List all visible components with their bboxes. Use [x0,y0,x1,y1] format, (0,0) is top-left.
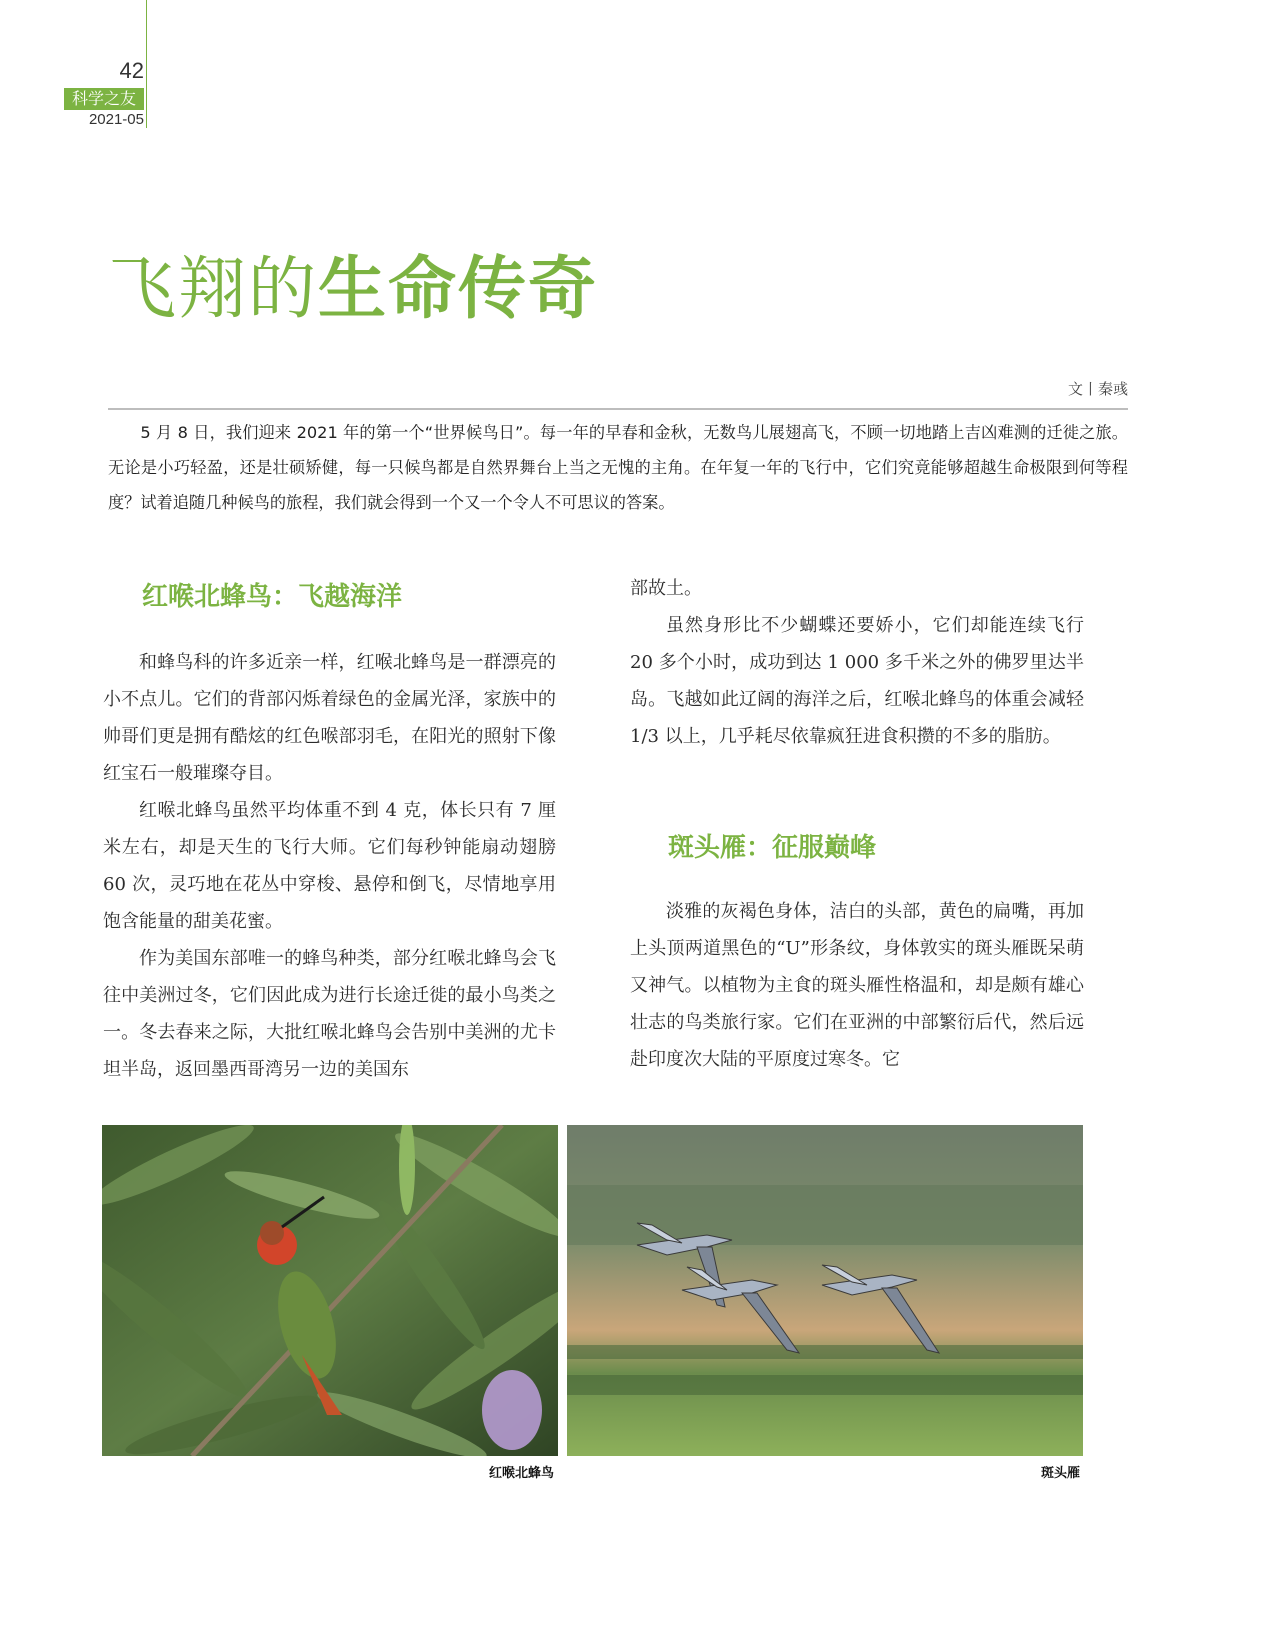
article-title [108,250,598,330]
issue-date: 2021-05 [88,111,144,128]
header-divider-line [146,0,147,128]
goose-photo [567,1125,1083,1456]
right-column-top [630,570,1084,755]
intro-text: 5 月 8 日，我们迎来 2021 年的第一个“世界候鸟日”。每一年的早春和金秋，无数鸟儿展翅高飞，不顾一切地踏上吉凶难测的迁徙之旅。无论是小巧轻盈，还是壮硕矫健，每一只候鸟都是自然界舞台上当之无愧的主角。在年复一年的飞行中，它们究竟能够超越生命极限到何等程度？试着追随几种候鸟的旅程，我们就会得到一个又一个令人不可思议的答案。 [108,423,1128,512]
section1-paragraph: 和蜂鸟科的许多近亲一样，红喉北蜂鸟是一群漂亮的小不点儿。它们的背部闪烁着绿色的金属光泽，家族中的帅哥们更是拥有酷炫的红色喉部羽毛，在阳光的照射下像红宝石一般璀璨夺目。 [103,652,556,784]
section2-heading: 斑头雁：征服巅峰 [668,833,877,863]
left-column [103,644,556,1088]
section1-continuation: 部故土。 [630,578,702,599]
title-part1: 飞翔的 [108,250,319,329]
right-column-bottom [630,893,1084,1078]
page-number: 42 [119,58,144,83]
intro-paragraph [108,415,1128,520]
hummingbird-caption: 红喉北蜂鸟 [489,1466,555,1481]
hummingbird-photo [102,1125,558,1456]
goose-caption: 斑头雁 [1041,1466,1081,1481]
section1-paragraph: 作为美国东部唯一的蜂鸟种类，部分红喉北蜂鸟会飞往中美洲过冬，它们因此成为进行长途迁徙的最小鸟类之一。冬去春来之际，大批红喉北蜂鸟会告别中美洲的尤卡坦半岛，返回墨西哥湾另一边的美国东 [103,948,556,1080]
goose-illustration [567,1125,1083,1456]
section1-paragraph: 红喉北蜂鸟虽然平均体重不到 4 克，体长只有 7 厘米左右，却是天生的飞行大师。它们每秒钟能扇动翅膀 60 次，灵巧地在花丛中穿梭、悬停和倒飞，尽情地享用饱含能量的甜美花蜜。 [103,800,556,932]
section1-paragraph: 虽然身形比不少蝴蝶还要娇小，它们却能连续飞行 20 多个小时，成功到达 1 000 多千米之外的佛罗里达半岛。飞越如此辽阔的海洋之后，红喉北蜂鸟的体重会减轻 1/3 以上，几乎耗尽依靠疯狂进食积攒的不多的脂肪。 [630,615,1084,747]
title-rule [108,408,1128,410]
magazine-name: 科学之友 [64,88,144,110]
section1-heading: 红喉北蜂鸟：飞越海洋 [142,582,403,612]
hummingbird-illustration [102,1125,558,1456]
byline: 文丨秦彧 [1067,380,1128,398]
title-part2: 生命传奇 [318,250,599,329]
section2-paragraph: 淡雅的灰褐色身体，洁白的头部，黄色的扁嘴，再加上头顶两道黑色的“U”形条纹，身体敦实的斑头雁既呆萌又神气。以植物为主食的斑头雁性格温和，却是颇有雄心壮志的鸟类旅行家。它们在亚洲的中部繁衍后代，然后远赴印度次大陆的平原度过寒冬。它 [630,901,1084,1070]
